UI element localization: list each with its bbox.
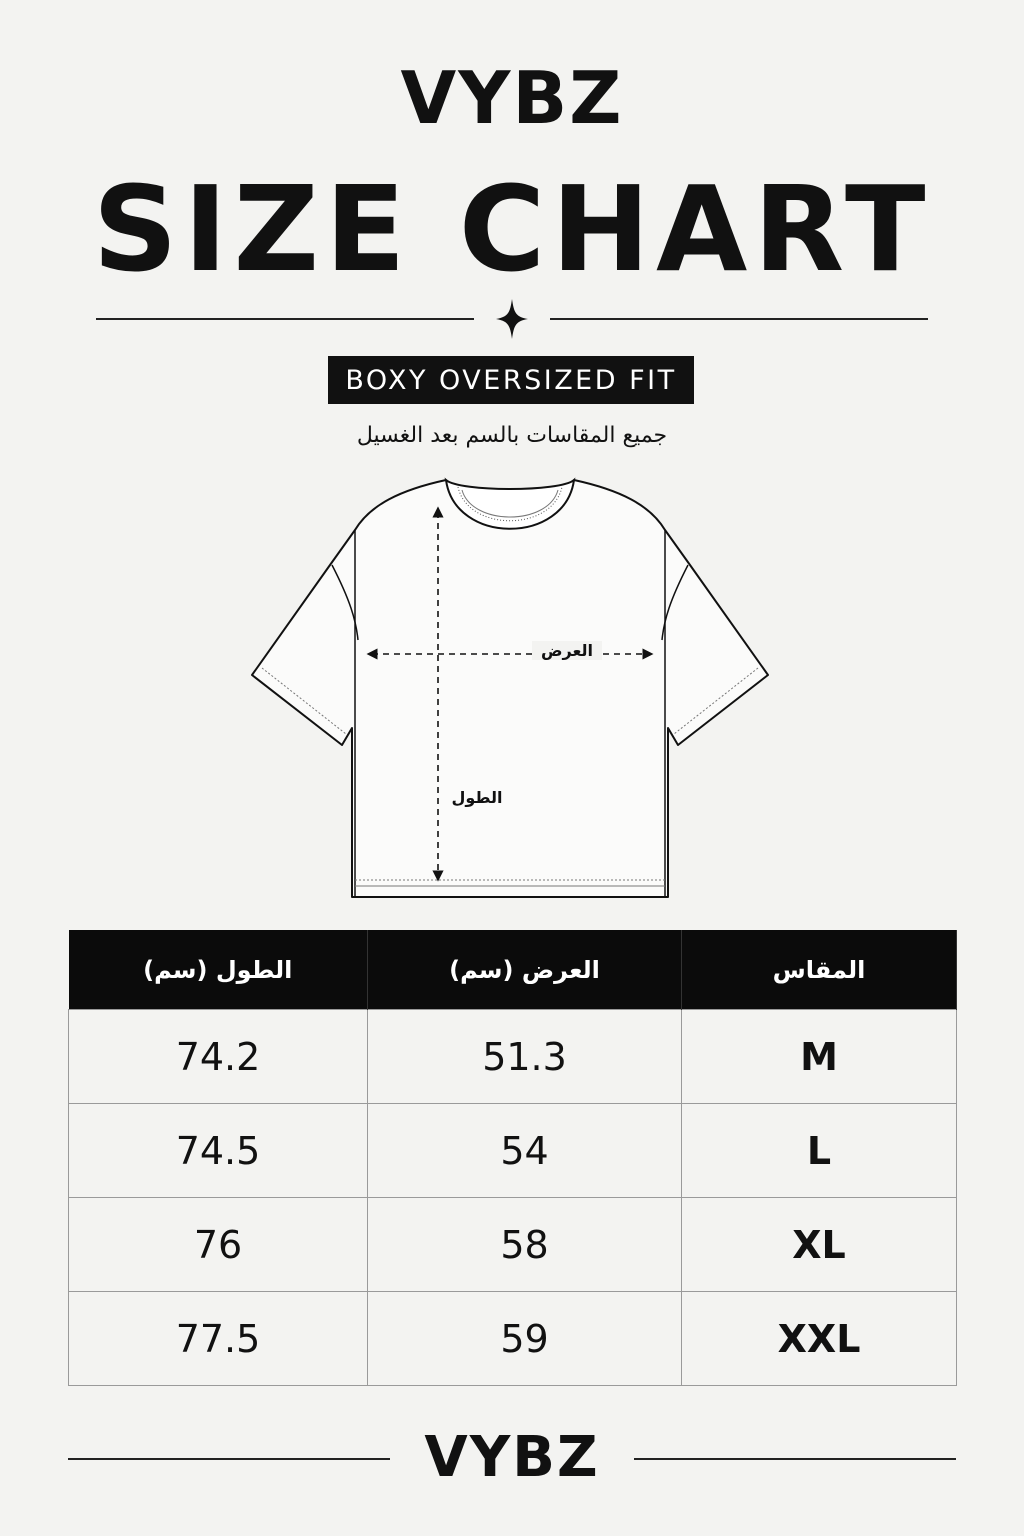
cell-width: 51.3 bbox=[368, 1010, 682, 1104]
cell-length: 74.5 bbox=[69, 1104, 368, 1198]
table-header-row bbox=[69, 930, 957, 1010]
table-row bbox=[69, 1292, 957, 1386]
header-width: العرض (سم) bbox=[368, 930, 682, 1010]
cell-size: L bbox=[682, 1104, 957, 1198]
header-length: الطول (سم) bbox=[69, 930, 368, 1010]
cell-size: XXL bbox=[682, 1292, 957, 1386]
width-label: العرض bbox=[532, 641, 602, 660]
cell-width: 54 bbox=[368, 1104, 682, 1198]
fit-badge: BOXY OVERSIZED FIT bbox=[328, 356, 694, 404]
cell-size: M bbox=[682, 1010, 957, 1104]
table-row bbox=[69, 1010, 957, 1104]
cell-width: 59 bbox=[368, 1292, 682, 1386]
cell-length: 76 bbox=[69, 1198, 368, 1292]
cell-length: 77.5 bbox=[69, 1292, 368, 1386]
shirt-outline bbox=[252, 480, 768, 897]
brand-logo-top: VYBZ bbox=[400, 56, 624, 140]
brand-logo-bottom: VYBZ bbox=[424, 1425, 600, 1490]
table-row bbox=[69, 1198, 957, 1292]
cell-size: XL bbox=[682, 1198, 957, 1292]
footer-divider-right bbox=[634, 1458, 956, 1460]
page-title: SIZE CHART bbox=[92, 160, 932, 298]
length-label: الطول bbox=[451, 788, 503, 807]
header-size: المقاس bbox=[682, 930, 957, 1010]
tshirt-diagram bbox=[240, 470, 780, 910]
cell-length: 74.2 bbox=[69, 1010, 368, 1104]
cell-width: 58 bbox=[368, 1198, 682, 1292]
divider-left bbox=[96, 318, 474, 320]
size-table bbox=[68, 930, 957, 1386]
table-row bbox=[69, 1104, 957, 1198]
measurement-note: جميع المقاسات بالسم بعد الغسيل bbox=[356, 423, 668, 448]
divider-right bbox=[550, 318, 928, 320]
sparkle-icon bbox=[492, 297, 532, 341]
